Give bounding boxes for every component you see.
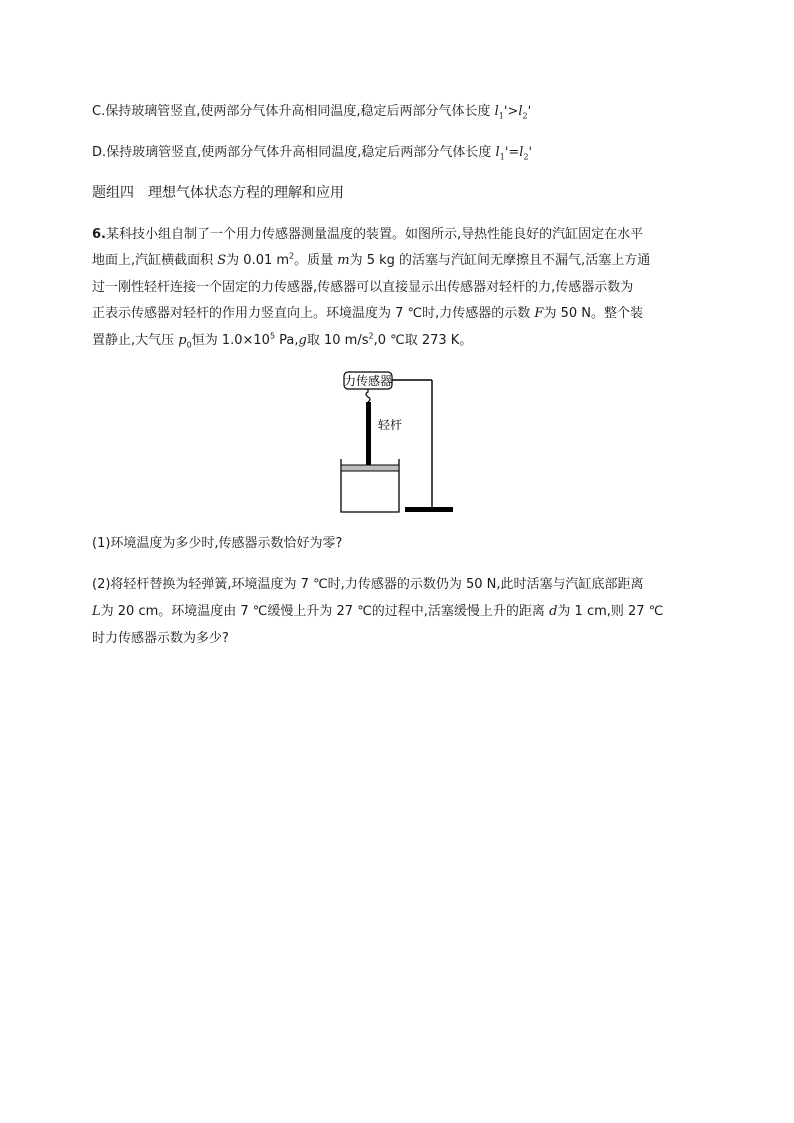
option-c-text: C.保持玻璃管竖直,使两部分气体升高相同温度,稳定后两部分气体长度 bbox=[92, 104, 495, 119]
rod-label: 轻杆 bbox=[378, 418, 403, 432]
light-rod bbox=[366, 402, 371, 465]
question-number: 6. bbox=[92, 227, 106, 242]
question-6-part-2-line-1: (2)将轻杆替换为轻弹簧,环境温度为 7 ℃时,力传感器的示数仍为 50 N,此时活塞与汽缸底部距离 bbox=[92, 577, 644, 592]
question-6-line-4: 正表示传感器对轻杆的作用力竖直向上。环境温度为 7 ℃时,力传感器的示数 F为 50 N。整个装 bbox=[92, 306, 643, 321]
piston bbox=[341, 465, 399, 471]
question-6-line-5: 置静止,大气压 $p_0$恒为 $1.0\times 10^5$ Pa,g取 10 $m/s^2,0$ ℃取 273 K。 bbox=[92, 331, 473, 350]
section-title: 题组四 理想气体状态方程的理解和应用 bbox=[92, 185, 344, 201]
option-d: D.保持玻璃管竖直,使两部分气体升高相同温度,稳定后两部分气体长度 $l_1'=l_2'$ bbox=[92, 145, 533, 162]
force-sensor-label: 力传感器 bbox=[343, 374, 393, 388]
question-6-part-1: (1)环境温度为多少时,传感器示数恰好为零? bbox=[92, 536, 343, 551]
question-6-part-2-line-3: 时力传感器示数为多少? bbox=[92, 631, 229, 646]
apparatus-figure bbox=[330, 362, 460, 517]
support-base bbox=[405, 507, 453, 512]
option-d-text: D.保持玻璃管竖直,使两部分气体升高相同温度,稳定后两部分气体长度 bbox=[92, 145, 496, 160]
question-6-line-1: 6.某科技小组自制了一个用力传感器测量温度的装置。如图所示,导热性能良好的汽缸固定在水平 bbox=[92, 227, 644, 242]
option-c: C.保持玻璃管竖直,使两部分气体升高相同温度,稳定后两部分气体长度 $l_1'>l_2'$ bbox=[92, 104, 532, 121]
question-6-line-3: 过一刚性轻杆连接一个固定的力传感器,传感器可以直接显示出传感器对轻杆的力,传感器示数为 bbox=[92, 280, 634, 295]
question-6-line-2: 地面上,汽缸横截面积 S为 0.01 $m^2$。质量 m为 5 kg 的活塞与汽缸间无摩擦且不漏气,活塞上方通 bbox=[92, 251, 651, 268]
hook-icon bbox=[366, 389, 370, 402]
question-6-part-2-line-2: L为 20 cm。环境温度由 7 ℃缓慢上升为 27 ℃的过程中,活塞缓慢上升的距离 d为 1 cm,则 27 ℃ bbox=[92, 604, 664, 619]
